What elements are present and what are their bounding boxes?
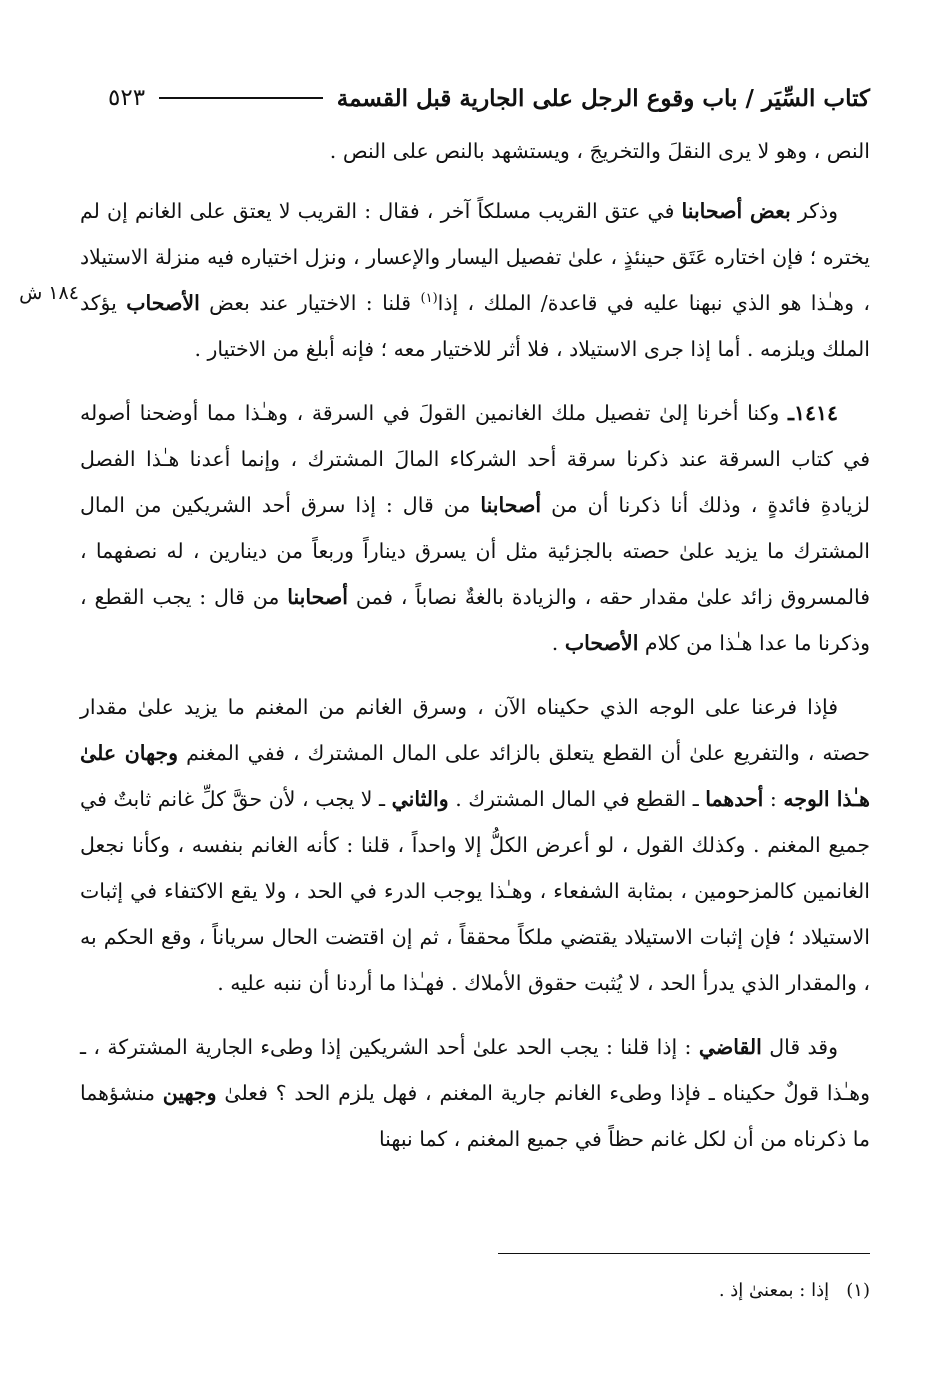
bold-term: وجهين — [162, 1081, 217, 1105]
footnote-text: إذا : بمعنىٰ إذ . — [718, 1280, 830, 1301]
text-run: : إذا قلنا : يجب الحد علىٰ أحد الشريكين إذا وطىء الجارية المشتركة ، ـ وهـٰذا قولٌ حكيناه ـ فإذا وطىء الغانم جارية المغنم ، فهل يلزم الحد ؟ فعلىٰ — [80, 1035, 870, 1105]
header-rule — [159, 97, 323, 99]
bold-term: والثاني — [391, 787, 449, 811]
paragraph — [80, 188, 870, 372]
text-run: قلنا : الاختيار عند بعض — [199, 291, 421, 315]
chapter-title: كتاب السِّيَر / باب وقوع الرجل على الجارية قبل القسمة — [336, 84, 870, 112]
main-text — [80, 128, 870, 1180]
margin-reference: ١٨٤ ش — [19, 282, 79, 304]
bold-term: أصحابنا — [287, 585, 348, 609]
text-run: في عتق القريب مسلكاً آخر ، فقال : القريب لا يعتق على الغانم إن لم يختره ؛ فإن اختاره عَتَق حينئذٍ ، علىٰ تفصيل اليسار والإعسار ، ونزل اختياره فيه منزلة الاستيلاد ، وهـٰذا هو الذي نبهنا عليه في قاعدة/ الملك ، إذا — [80, 199, 870, 315]
section-number: ١٤١٤ـ — [787, 401, 838, 425]
footnote — [80, 1276, 870, 1306]
paragraph — [80, 390, 870, 666]
footnote-marker: (١) — [846, 1280, 870, 1301]
page-number: ٥٢٣ — [108, 85, 146, 111]
running-header — [108, 78, 870, 118]
paragraph — [80, 684, 870, 1006]
paragraph-continuation: النص ، وهو لا يرى النقلَ والتخريجَ ، ويستشهد بالنص على النص . — [329, 139, 870, 163]
bold-term: أحدهما — [705, 787, 764, 811]
footnote-ref[interactable]: (١) — [420, 291, 438, 307]
bold-term: الأصحاب — [126, 291, 200, 315]
text-run: منشؤهما ما ذكرناه من أن لكل غانم حظاً في جميع المغنم ، كما نبهنا — [80, 1081, 870, 1151]
bold-term: وجهان علىٰ هـٰذا الوجه — [80, 741, 870, 811]
paragraph — [80, 1024, 870, 1162]
footnote-divider — [498, 1253, 870, 1254]
text-run: من قال : يجب القطع ، وذكرنا ما عدا هـٰذا من كلام — [80, 585, 870, 655]
bold-term: أصحابنا — [480, 493, 542, 517]
text-run: وذكر — [790, 199, 839, 223]
text-run: . — [551, 631, 565, 655]
text-run: من قال : إذا سرق أحد الشريكين من المال المشترك ما يزيد علىٰ حصته بالجزئية مثل أن يسرق ديناراً وربعاً من دينارين ، له نصفهما ، فالمسروق زائد علىٰ مقدار حقه ، والزيادة بالغةٌ نصاباً ، فمن — [80, 493, 870, 609]
text-run: يؤكد الملك ويلزمه . أما إذا جرى الاستيلاد ، فلا أثر للاختيار معه ؛ فإنه أبلغ من الاختيار . — [80, 291, 870, 361]
bold-term: القاضي — [698, 1035, 762, 1059]
text-run: فإذا فرعنا على الوجه الذي حكيناه الآن ، وسرق الغانم من المغنم ما يزيد علىٰ مقدار حصته ، والتفريع علىٰ أن القطع يتعلق بالزائد على المال المشترك ، ففي المغنم — [80, 695, 870, 765]
text-run: وكنا أخرنا إلىٰ تفصيل ملك الغانمين القولَ في السرقة ، وهـٰذا مما أوضحنا أصوله في كتاب السرقة عند ذكرنا سرقة أحد الشركاء المالَ المشترك ، وإنما أعدنا هـٰذا الفصل لزيادةِ فائدةٍ ، وذلك أنا ذكرنا أن من — [80, 401, 870, 517]
text-run: ـ لا يجب ، لأن حقَّ كلِّ غانم ثابتٌ في جميع المغنم . وكذلك القول ، لو أعرض الكلُّ إلا واحداً ، قلنا : كأنه الغانم بنفسه ، وكأنا نجعل الغانمين كالمزحومين ، بمثابة الشفعاء ، وهـٰذا يوجب الدرء في الحد ، ولا يقع الاكتفاء في إثبات الاستيلاد ؛ فإن إثبات الاستيلاد يقتضي ملكاً محققاً ، ثم إن اقتضت الحال سرياناً ، وقع الحكم به ، والمقدار الذي يدرأ الحد ، لا يُثبت حقوق الأملاك . فهـٰذا ما أردنا أن ننبه عليه . — [80, 787, 870, 995]
text-run: : — [763, 787, 784, 811]
text-run: وقد قال — [761, 1035, 838, 1059]
bold-term: بعض أصحابنا — [681, 199, 791, 223]
text-run: ـ القطع في المال المشترك . — [448, 787, 706, 811]
bold-term: الأصحاب — [564, 631, 639, 655]
